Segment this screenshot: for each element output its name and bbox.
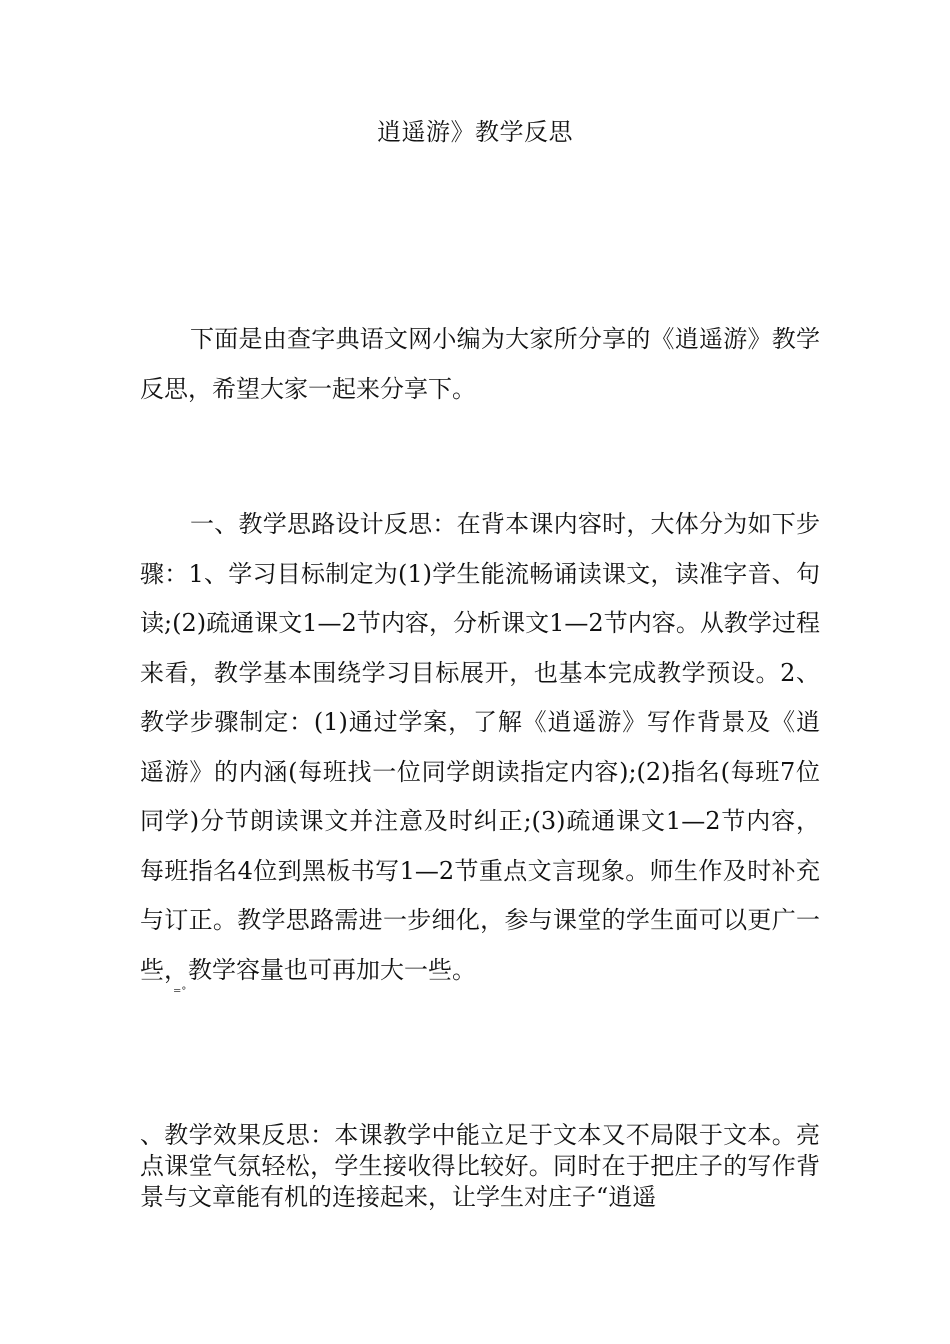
section-two-paragraph: 、教学效果反思：本课教学中能立足于文本又不局限于文本。亮点课堂气氛轻松，学生接收得比较好。同时在于把庄子的写作背景与文章能有机的连接起来，让学生对庄子“逍遥 xyxy=(140,1121,820,1211)
section-one-paragraph: 一、教学思路设计反思：在背本课内容时，大体分为如下步骤：1、学习目标制定为(1)学生能流畅诵读课文，读准字音、句读;(2)疏通课文1—2节内容，分析课文1—2节内容。从教学过程来看，教学基本围绕学习目标展开，也基本完成教学预设。2、教学步骤制定：(1)通过学案，了解《逍遥游》写作背景及《逍遥游》的内涵(每班找一位同学朗读指定内容);(2)指名(每班7位同学)分节朗读课文并注意及时纠正;(3)疏通课文1—2节内容，每班指名4位到黑板书写1—2节重点文言现象。师生作及时补充与订正。教学思路需进一步细化，参与课堂的学生面可以更广一些，教学容量也可再加大一些。 xyxy=(140,510,820,984)
intro-paragraph: 下面是由查字典语文网小编为大家所分享的《逍遥游》教学反思，希望大家一起来分享下。 xyxy=(140,325,820,403)
page-title: 逍遥游》教学反思 xyxy=(377,118,573,146)
stray-mark: =° xyxy=(173,986,187,997)
